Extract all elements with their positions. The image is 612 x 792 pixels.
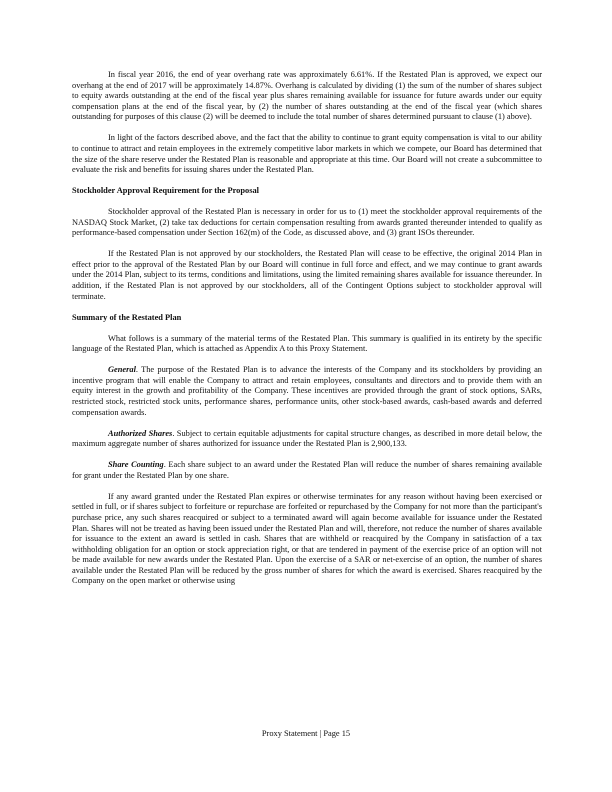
approval-necessity-paragraph: Stockholder approval of the Restated Plan is necessary in order for us to (1) meet the stockholder approval requirements of the NASDAQ Stock Market, (2) take tax deductions for certain compensation resulting from awards granted thereunder intended to qualify as performance-based compensation under Section 162(m) of the Code, as discussed above, and (3) grant ISOs thereunder. [72,207,542,238]
share-counting-text: . Each share subject to an award under the Restated Plan will reduce the number of shares remaining available for grant under the Restated Plan by one share. [72,460,542,480]
share-counting-lead: Share Counting [108,460,164,470]
general-text: . The purpose of the Restated Plan is to advance the interests of the Company and its stockholders by providing an incentive program that will enable the Company to attract and retain employees, consultants and directors and to provide them with an equity interest in the growth and profitability of the Company. These incentives are provided through the grant of stock options, SARs, restricted stock, restricted stock units, performance shares, performance units, other stock-based awards, cash-based awards and deferred compensation awards. [72,365,542,417]
authorized-shares-lead: Authorized Shares [108,428,173,438]
section-heading-approval: Stockholder Approval Requirement for the Proposal [72,186,259,196]
summary-intro-paragraph: What follows is a summary of the material terms of the Restated Plan. This summary is qualified in its entirety by the specific language of the Restated Plan, which is attached as Appendix A to this Proxy Statement. [72,333,542,354]
share-counting-paragraph [72,460,542,481]
general-paragraph [72,365,542,418]
share-reserve-paragraph: In light of the factors described above, and the fact that the ability to continue to grant equity compensation is vital to our ability to continue to attract and retain employees in the extremely competitive labor markets in which we compete, our Board has determined that the size of the share reserve under the Restated Plan is reasonable and appropriate at this time. Our Board will not create a subcommittee to evaluate the risk and benefits for issuing shares under the Restated Plan. [72,133,542,175]
overhang-paragraph: In fiscal year 2016, the end of year overhang rate was approximately 6.61%. If the Restated Plan is approved, we expect our overhang at the end of 2017 will be approximately 14.87%. Overhang is calculated by dividing (1) the sum of the number of shares subject to equity awards outstanding at the end of the fiscal year plus shares remaining available for issuance for future awards under our equity compensation plans at the end of the fiscal year, by (2) the number of shares outstanding at the end of the fiscal year (which shares outstanding for purposes of this clause (2) will be deemed to include the total number of shares determined pursuant to clause (1) above). [72,70,542,122]
page-body [72,70,542,597]
general-lead: General [108,365,136,375]
non-approval-paragraph: If the Restated Plan is not approved by our stockholders, the Restated Plan will cease to be effective, the original 2014 Plan in effect prior to the approval of the Restated Plan by our Board will continue in full force and effect, and we may continue to grant awards under the 2014 Plan, subject to its terms, conditions and limitations, using the limited remaining shares available for issuance thereunder. In addition, if the Restated Plan is not approved by our stockholders, all of the Contingent Options subject to stockholder approval will terminate. [72,249,542,301]
share-recycling-paragraph: If any award granted under the Restated Plan expires or otherwise terminates for any reason without having been exercised or settled in full, or if shares subject to forfeiture or repurchase are forfeited or repurchased by the Company for not more than the participant's purchase price, any such shares reacquired or subject to a terminated award will again become available for issuance under the Restated Plan. Shares will not be treated as having been issued under the Restated Plan and will, therefore, not reduce the number of shares available for issuance to the extent an award is settled in cash. Shares that are withheld or reacquired by the Company in satisfaction of a tax withholding obligation for an option or stock appreciation right, or that are tendered in payment of the exercise price of an option will not be made available for new awards under the Restated Plan. Upon the exercise of a SAR or net-exercise of an option, the number of shares available under the Restated Plan will be reduced by the gross number of shares for which the award is exercised. Shares reacquired by the Company on the open market or otherwise using [72,491,542,586]
authorized-shares-paragraph [72,429,542,450]
authorized-shares-text: . Subject to certain equitable adjustments for capital structure changes, as described in more detail below, the maximum aggregate number of shares authorized for issuance under the Restated Plan is 2,900,133. [72,428,543,449]
section-heading-summary: Summary of the Restated Plan [72,312,182,322]
page-footer: Proxy Statement | Page 15 [261,729,351,738]
